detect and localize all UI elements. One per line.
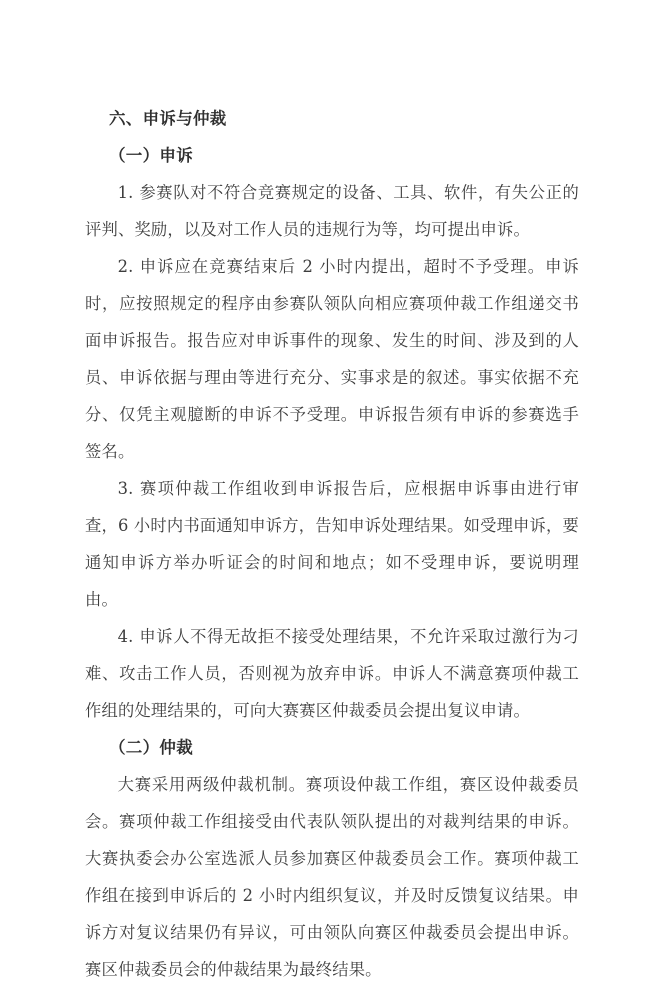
appeal-item-2: 2. 申诉应在竞赛结束后 2 小时内提出，超时不予受理。申诉时，应按照规定的程序由参赛队领队向相应赛项仲裁工作组递交书面申诉报告。报告应对申诉事件的现象、发生的时间、涉及到的人员、申诉依据与理由等进行充分、实事求是的叙述。事实依据不充分、仅凭主观臆断的申诉不予受理。申诉报告须有申诉的参赛选手签名。 bbox=[85, 257, 579, 461]
document-body bbox=[85, 100, 579, 988]
subsection-heading-appeal: （一）申诉 bbox=[109, 146, 193, 165]
appeal-item-3: 3. 赛项仲裁工作组收到申诉报告后，应根据申诉事由进行审查，6 小时内书面通知申诉方，告知申诉处理结果。如受理申诉，要通知申诉方举办听证会的时间和地点；如不受理申诉，要说明理由。 bbox=[85, 479, 579, 609]
subsection-heading-arbitration: （二）仲裁 bbox=[109, 738, 193, 757]
appeal-item-1: 1. 参赛队对不符合竞赛规定的设备、工具、软件，有失公正的评判、奖励，以及对工作人员的违规行为等，均可提出申诉。 bbox=[85, 183, 579, 239]
appeal-item-4: 4. 申诉人不得无故拒不接受处理结果，不允许采取过激行为刁难、攻击工作人员，否则视为放弃申诉。申诉人不满意赛项仲裁工作组的处理结果的，可向大赛赛区仲裁委员会提出复议申请。 bbox=[85, 627, 579, 720]
arbitration-paragraph-1: 大赛采用两级仲裁机制。赛项设仲裁工作组，赛区设仲裁委员会。赛项仲裁工作组接受由代表队领队提出的对裁判结果的申诉。大赛执委会办公室选派人员参加赛区仲裁委员会工作。赛项仲裁工作组在接到申诉后的 2 小时内组织复议，并及时反馈复议结果。申诉方对复议结果仍有异议，可由领队向赛区仲裁委员会提出申诉。赛区仲裁委员会的仲裁结果为最终结果。 bbox=[85, 775, 579, 979]
section-heading-appeal-arbitration: 六、申诉与仲裁 bbox=[109, 109, 227, 128]
